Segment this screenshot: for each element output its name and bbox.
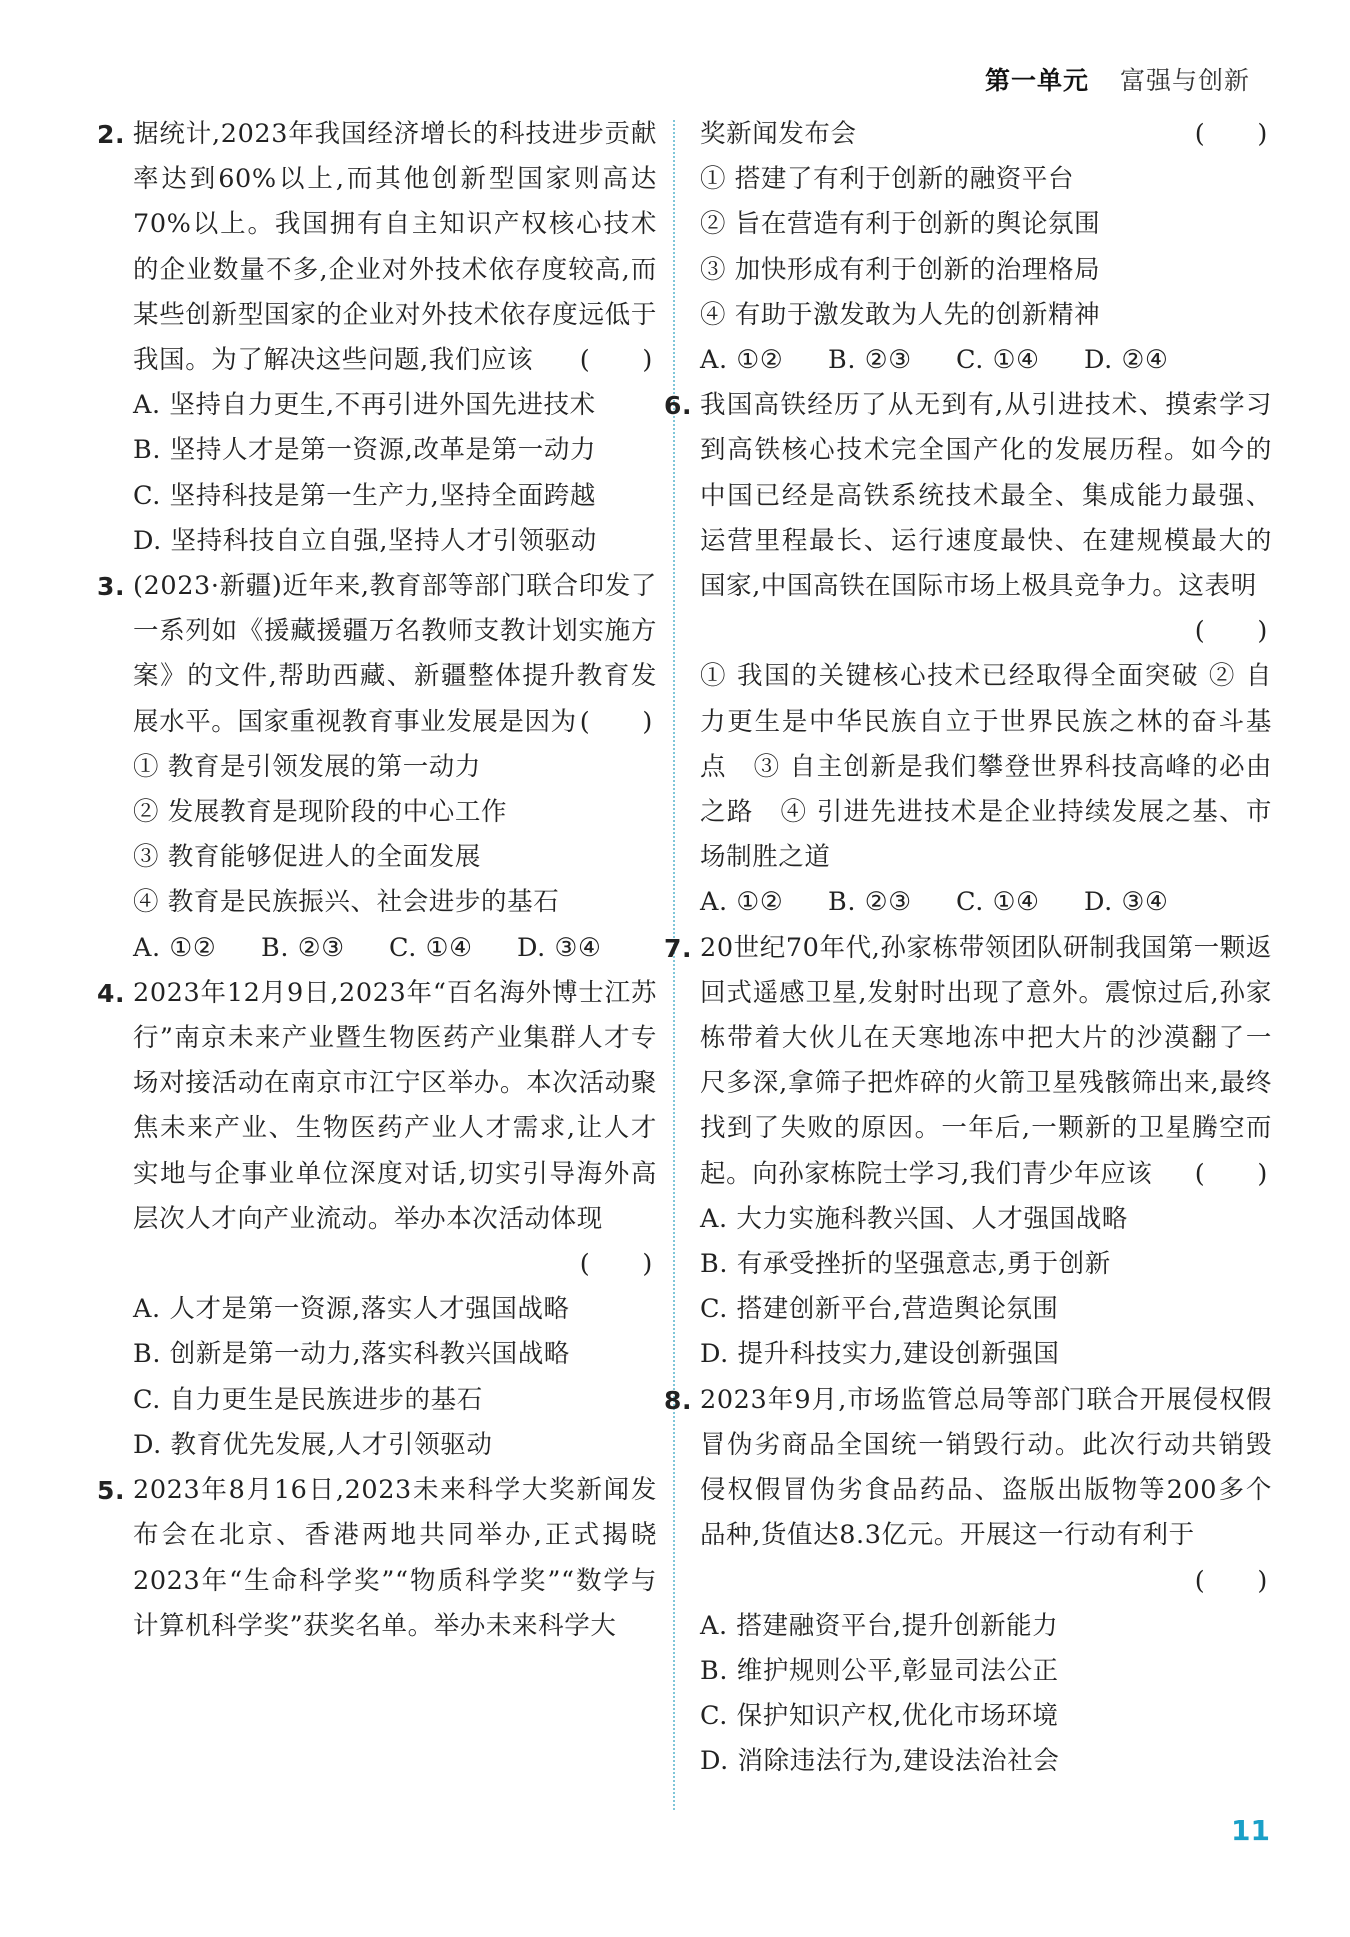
question-5 [97, 1468, 657, 1649]
question-8 [664, 1378, 1272, 1785]
option-d: D. 教育优先发展,人才引领驱动 [133, 1429, 493, 1460]
option-c: C. 搭建创新平台,营造舆论氛围 [700, 1294, 1059, 1325]
option-c: C. 坚持科技是第一生产力,坚持全面跨越 [133, 480, 596, 511]
question-number: 4. [97, 978, 126, 1008]
option-d: D. 提升科技实力,建设创新强国 [700, 1339, 1060, 1370]
choice-b: B. ②③ [828, 887, 912, 918]
question-stem: 2023年9月,市场监管总局等部门联合开展侵权假冒伪劣商品全国统一销毁行动。此次行动共销毁侵权假冒伪劣食品药品、盗版出版物等200多个品种,货值达8.3亿元。开展这一行动有利于 ( ) [700, 1378, 1272, 1559]
choice-c: C. ①④ [956, 345, 1040, 376]
statement-1: ① 教育是引领发展的第一动力 [133, 751, 482, 782]
choice-row [700, 880, 1272, 925]
option-b: B. 维护规则公平,彰显司法公正 [700, 1655, 1059, 1686]
statement-4: ④ 教育是民族振兴、社会进步的基石 [133, 887, 560, 918]
option-b: B. 坚持人才是第一资源,改革是第一动力 [133, 435, 597, 466]
question-7 [664, 926, 1272, 1378]
option-a: A. 人才是第一资源,落实人才强国战略 [133, 1294, 570, 1325]
question-stem: 20世纪70年代,孙家栋带领团队研制我国第一颗返回式遥感卫星,发射时出现了意外。震惊过后,孙家栋带着大伙儿在天寒地冻中把大片的沙漠翻了一尺多深,拿筛子把炸碎的火箭卫星残骸筛出来,最终找到了失败的原因。一年后,一颗新的卫星腾空而起。向孙家栋院士学习,我们青少年应该 ( ) [700, 926, 1272, 1197]
unit-topic: 富强与创新 [1119, 66, 1250, 95]
statement-3: ③ 教育能够促进人的全面发展 [133, 842, 482, 873]
statement-1: ① 搭建了有利于创新的融资平台 [700, 164, 1075, 195]
statement-3: ③ 加快形成有利于创新的治理格局 [700, 254, 1101, 285]
question-stem: 2023年12月9日,2023年“百名海外博士江苏行”南京未来产业暨生物医药产业集群人才专场对接活动在南京市江宁区举办。本次活动聚焦未来产业、生物医药产业人才需求,让人才实地与企事业单位深度对话,切实引导海外高层次人才向产业流动。举办本次活动体现 ( ) [133, 971, 657, 1242]
statements: ① 我国的关键核心技术已经取得全面突破 ② 自力更生是中华民族自立于世界民族之林的奋斗基点 ③ 自主创新是我们攀登世界科技高峰的必由之路 ④ 引进先进技术是企业持续发展之基、市场制胜之道 [700, 661, 1272, 873]
question-3 [97, 564, 657, 971]
answer-paren: ( ) [579, 706, 653, 737]
question-number: 7. [664, 933, 693, 963]
option-a: A. 大力实施科教兴国、人才强国战略 [700, 1203, 1128, 1234]
unit-title: 第一单元 [985, 66, 1090, 95]
question-number: 3. [97, 572, 126, 602]
question-stem: 我国高铁经历了从无到有,从引进技术、摸索学习到高铁核心技术完全国产化的发展历程。如今的中国已经是高铁系统技术最全、集成能力最强、运营里程最长、运行速度最快、在建规模最大的国家,中国高铁在国际市场上极具竞争力。这表明 ( ) [700, 383, 1272, 609]
answer-paren: ( ) [579, 1249, 653, 1280]
option-a: A. 坚持自力更生,不再引进外国先进技术 [133, 390, 596, 421]
choice-row [700, 338, 1272, 383]
choice-a: A. ①② [700, 345, 784, 376]
question-stem: 据统计,2023年我国经济增长的科技进步贡献率达到60%以上,而其他创新型国家则高达70%以上。我国拥有自主知识产权核心技术的企业数量不多,企业对外技术依存度较高,而某些创新型国家的企业对外技术依存度远低于我国。为了解决这些问题,我们应该 ( ) [133, 112, 657, 383]
question-number: 5. [97, 1476, 126, 1506]
option-c: C. 保护知识产权,优化市场环境 [700, 1701, 1059, 1732]
answer-paren: ( ) [579, 345, 653, 376]
choice-b: B. ②③ [828, 345, 912, 376]
answer-paren: ( ) [1194, 1565, 1268, 1596]
question-stem: 2023年8月16日,2023未来科学大奖新闻发布会在北京、香港两地共同举办,正式揭晓2023年“生命科学奖”“物质科学奖”“数学与计算机科学奖”获奖名单。举办未来科学大 [133, 1475, 657, 1641]
option-b: B. 创新是第一动力,落实科教兴国战略 [133, 1339, 570, 1370]
page-header [985, 64, 1250, 98]
question-stem: 奖新闻发布会 ( ) [700, 112, 1272, 157]
choice-b: B. ②③ [261, 932, 345, 963]
choice-a: A. ①② [700, 887, 784, 918]
choice-a: A. ①② [133, 932, 217, 963]
option-d: D. 消除违法行为,建设法治社会 [700, 1746, 1060, 1777]
question-2 [97, 112, 657, 564]
choice-d: D. ③④ [517, 932, 602, 963]
choice-row [133, 926, 657, 971]
question-4 [97, 971, 657, 1468]
option-d: D. 坚持科技自立自强,坚持人才引领驱动 [133, 525, 597, 556]
question-number: 2. [97, 120, 126, 149]
option-b: B. 有承受挫折的坚强意志,勇于创新 [700, 1249, 1111, 1280]
choice-c: C. ①④ [389, 932, 473, 963]
answer-paren: ( ) [1194, 616, 1268, 647]
answer-paren: ( ) [1194, 119, 1268, 149]
statement-2: ② 发展教育是现阶段的中心工作 [133, 797, 508, 828]
right-column [664, 112, 1272, 1785]
statement-2: ② 旨在营造有利于创新的舆论氛围 [700, 209, 1101, 240]
answer-paren: ( ) [1194, 1158, 1268, 1189]
question-5-continued [700, 112, 1272, 383]
question-stem: (2023·新疆)近年来,教育部等部门联合印发了一系列如《援藏援疆万名教师支教计划实施方案》的文件,帮助西藏、新疆整体提升教育发展水平。国家重视教育事业发展是因为 ( ) [133, 564, 657, 745]
option-a: A. 搭建融资平台,提升创新能力 [700, 1610, 1059, 1641]
question-number: 6. [664, 391, 693, 421]
choice-d: D. ③④ [1084, 887, 1169, 918]
option-c: C. 自力更生是民族进步的基石 [133, 1384, 483, 1415]
left-column [97, 112, 657, 1649]
page-number: 11 [1231, 1814, 1270, 1847]
choice-d: D. ②④ [1084, 345, 1169, 376]
statement-4: ④ 有助于激发敢为人先的创新精神 [700, 299, 1101, 330]
question-6 [664, 383, 1272, 925]
choice-c: C. ①④ [956, 887, 1040, 918]
question-number: 8. [664, 1385, 693, 1415]
